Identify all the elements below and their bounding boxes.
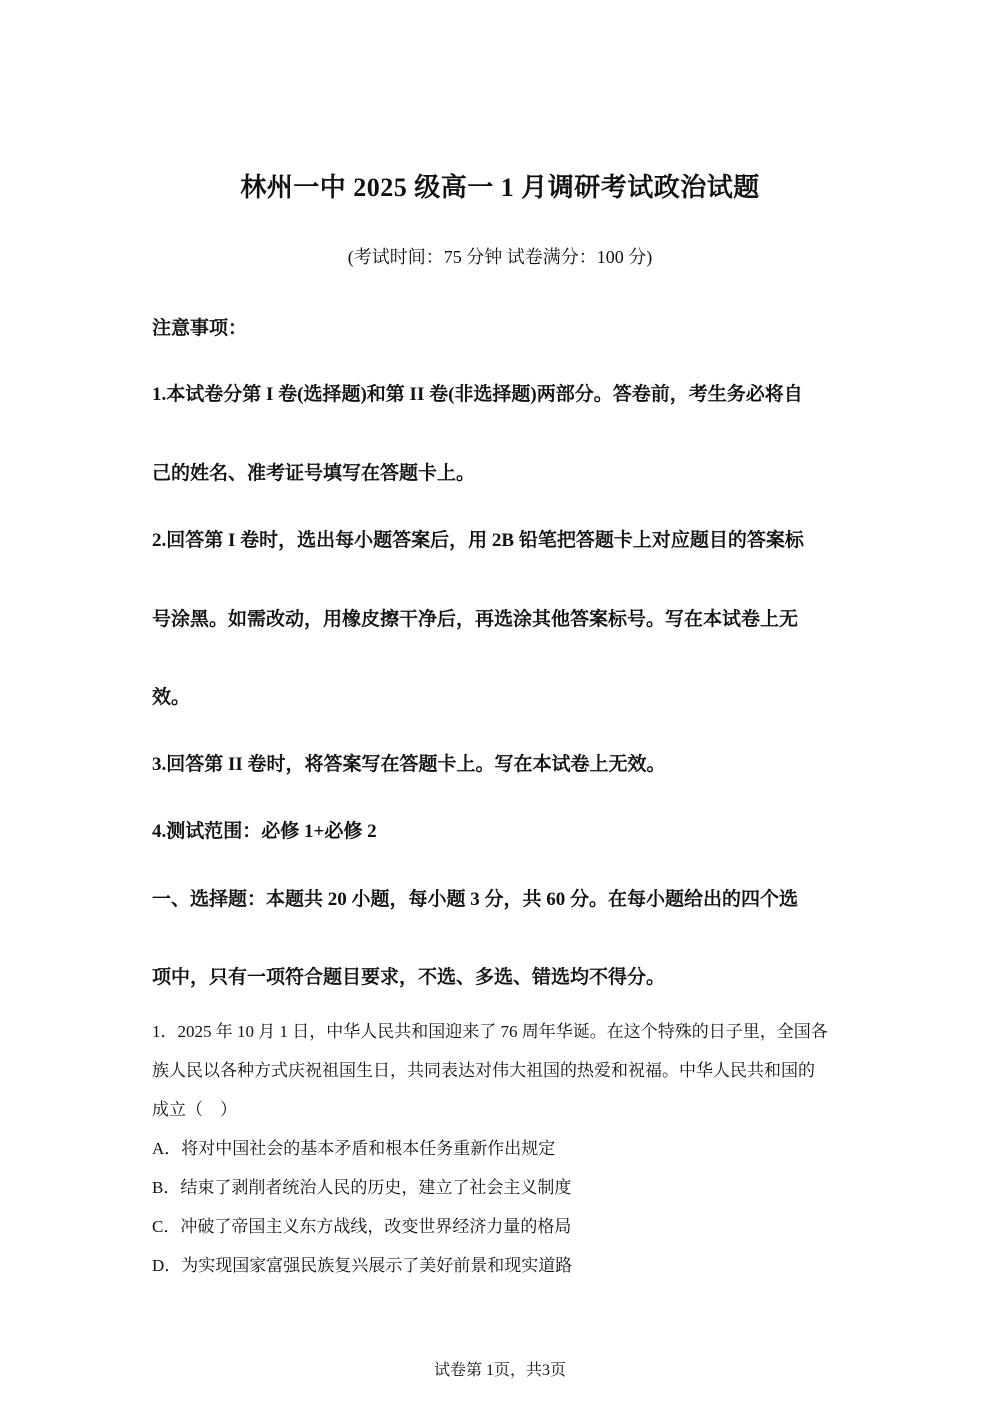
question-1-stem-line-2: 族人民以各种方式庆祝祖国生日，共同表达对伟大祖国的热爱和祝福。中华人民共和国的 xyxy=(152,1061,815,1080)
note-item-1-line-1: 1.本试卷分第 I 卷(选择题)和第 II 卷(非选择题)两部分。答卷前，考生务必将自 xyxy=(152,384,803,405)
section-heading-line-2: 项中，只有一项符合题目要求，不选、多选、错选均不得分。 xyxy=(152,967,666,988)
page-footer: 试卷第 1页，共3页 xyxy=(433,1362,566,1379)
notes-heading: 注意事项： xyxy=(152,318,248,339)
exam-subtitle: (考试时间：75 分钟 试卷满分：100 分) xyxy=(347,247,653,267)
question-1-option-d: D．为实现国家富强民族复兴展示了美好前景和现实道路 xyxy=(152,1256,573,1275)
question-1-stem-line-3: 成立（ ） xyxy=(152,1100,237,1119)
note-item-3: 3.回答第 II 卷时，将答案写在答题卡上。写在本试卷上无效。 xyxy=(152,754,666,775)
note-item-2-line-2: 号涂黑。如需改动，用橡皮擦干净后，再选涂其他答案标号。写在本试卷上无 xyxy=(152,609,799,630)
question-1-stem-line-1: 1．2025 年 10 月 1 日，中华人民共和国迎来了 76 周年华诞。在这个特殊的日子里，全国各 xyxy=(152,1022,828,1041)
note-item-2-line-3: 效。 xyxy=(152,687,191,708)
note-item-2-line-1: 2.回答第 I 卷时，选出每小题答案后，用 2B 铅笔把答题卡上对应题目的答案标 xyxy=(152,530,804,551)
question-1-option-b: B．结束了剥削者统治人民的历史，建立了社会主义制度 xyxy=(152,1178,572,1197)
question-1-option-a: A．将对中国社会的基本矛盾和根本任务重新作出规定 xyxy=(152,1139,556,1158)
section-heading-line-1: 一、选择题：本题共 20 小题，每小题 3 分，共 60 分。在每小题给出的四个选 xyxy=(152,889,799,910)
exam-title: 林州一中 2025 级高一 1 月调研考试政治试题 xyxy=(240,173,760,202)
note-item-4: 4.测试范围：必修 1+必修 2 xyxy=(152,821,377,842)
note-item-1-line-2: 己的姓名、准考证号填写在答题卡上。 xyxy=(152,463,476,484)
question-1-option-c: C．冲破了帝国主义东方战线，改变世界经济力量的格局 xyxy=(152,1217,572,1236)
